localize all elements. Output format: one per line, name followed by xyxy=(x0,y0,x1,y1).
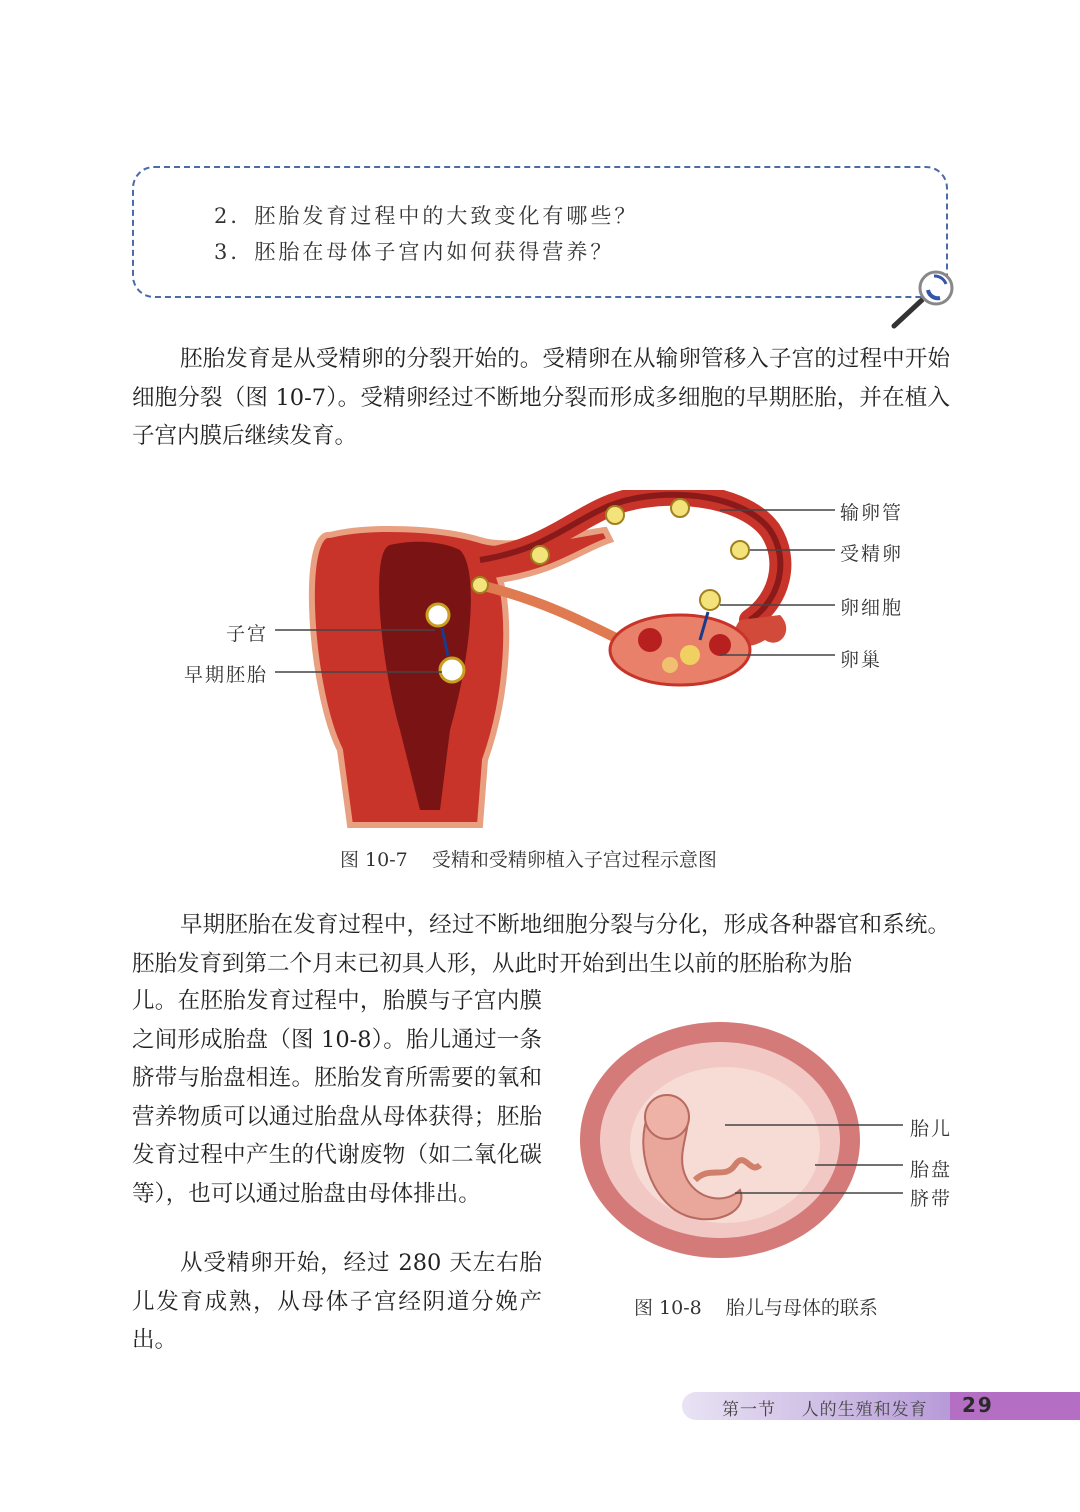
label-early-embryo: 早期胚胎 xyxy=(184,664,269,686)
fetus-placenta-illustration xyxy=(575,1015,935,1280)
page-number: 29 xyxy=(962,1393,994,1417)
fertilization-diagram xyxy=(180,490,920,830)
question-2: 2．胚胎发育过程中的大致变化有哪些？ xyxy=(214,204,639,228)
label-fetus: 胎儿 xyxy=(910,1118,953,1140)
paragraph-2-continued: 儿。在胚胎发育过程中，胎膜与子宫内膜之间形成胎盘（图 10-8）。胎儿通过一条脐带与胎盘相连。胚胎发育所需要的氧和营养物质可以通过胎盘从母体获得；胚胎发育过程中产生的代谢废物（如二氧化碳等），也可以通过胎盘由母体排出。 xyxy=(132,988,542,1207)
question-box xyxy=(132,166,948,298)
label-umbilical-cord: 脐带 xyxy=(910,1188,953,1210)
label-uterus: 子宫 xyxy=(226,623,269,645)
figure-10-8-caption: 图 10-8 胎儿与母体的联系 xyxy=(634,1297,878,1319)
paragraph-3: 从受精卵开始，经过 280 天左右胎儿发育成熟，从母体子宫经阴道分娩产出。 xyxy=(132,1250,542,1353)
label-fertilized-egg: 受精卵 xyxy=(840,543,904,565)
label-ovary: 卵巢 xyxy=(840,649,883,671)
label-egg-cell: 卵细胞 xyxy=(840,597,904,619)
question-3: 3．胚胎在母体子宫内如何获得营养？ xyxy=(214,240,615,264)
paragraph-1: 胚胎发育是从受精卵的分裂开始的。受精卵在从输卵管移入子宫的过程中开始细胞分裂（图 10-7）。受精卵经过不断地分裂而形成多细胞的早期胚胎，并在植入子宫内膜后继续发育。 xyxy=(132,346,950,449)
magnifier-icon xyxy=(888,268,960,332)
label-placenta: 胎盘 xyxy=(910,1159,953,1181)
paragraph-2: 早期胚胎在发育过程中，经过不断地细胞分裂与分化，形成各种器官和系统。胚胎发育到第二个月末已初具人形，从此时开始到出生以前的胚胎称为胎 xyxy=(132,912,950,977)
footer-section-title: 第一节 人的生殖和发育 xyxy=(722,1400,928,1420)
label-oviduct: 输卵管 xyxy=(840,502,904,524)
figure-10-7-caption: 图 10-7 受精和受精卵植入子宫过程示意图 xyxy=(340,849,717,871)
